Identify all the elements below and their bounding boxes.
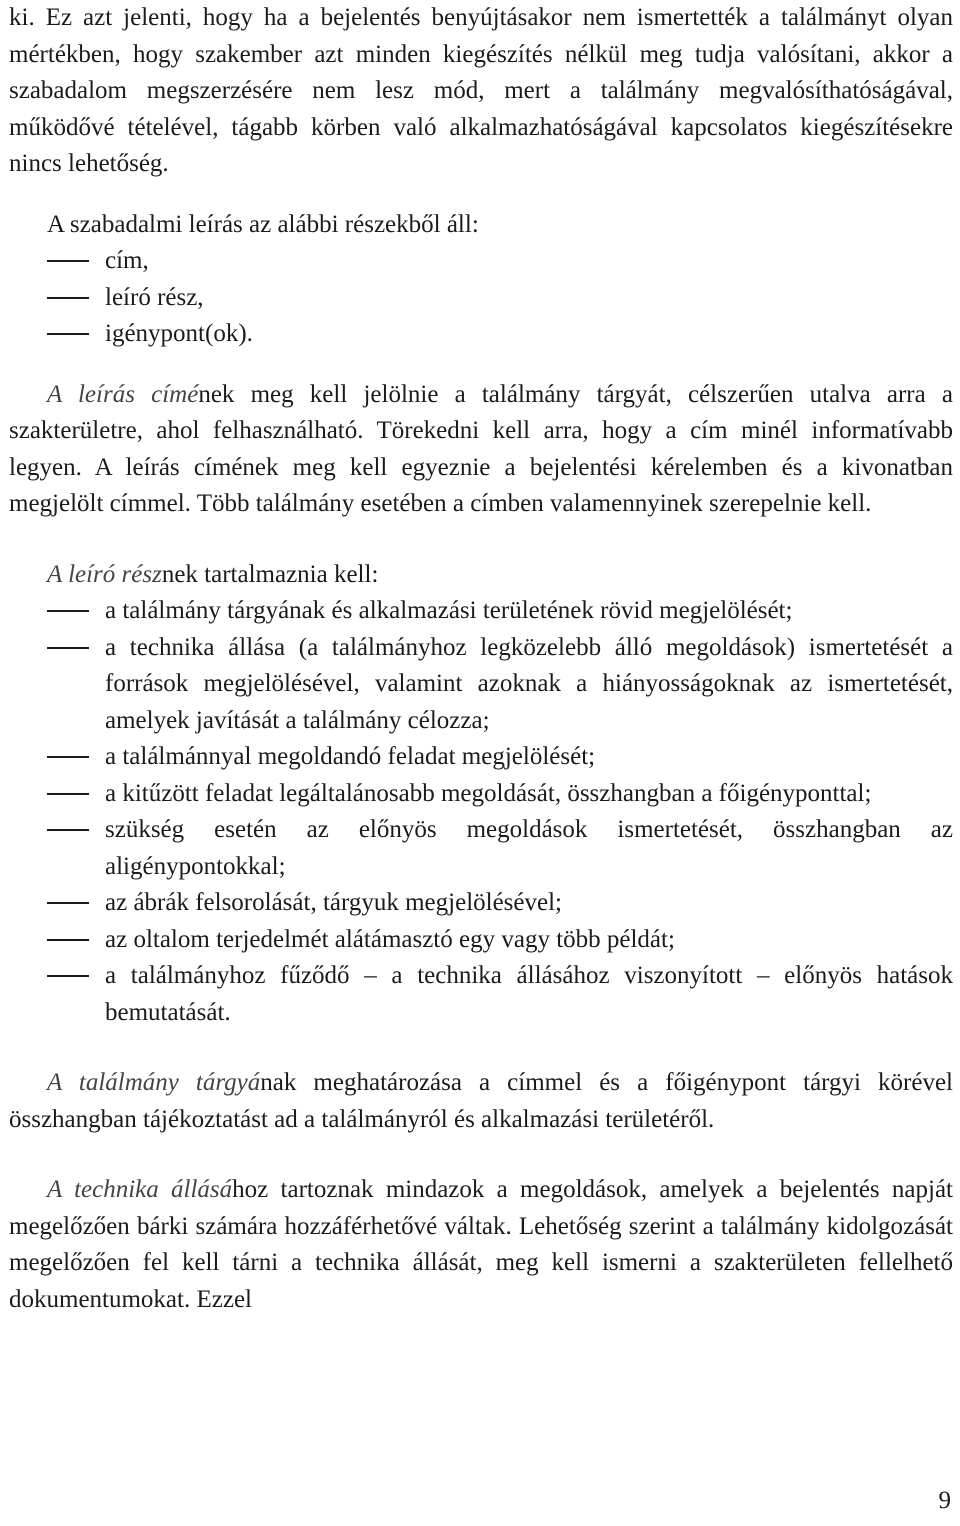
dash-bullet-icon [47, 829, 89, 831]
list-item: szükség esetén az előnyös megoldások ismertetését, összhangban az aligénypontokkal; [9, 812, 953, 885]
title-section-term: A leírás címé [47, 380, 199, 408]
list-item: leíró rész, [9, 280, 953, 317]
list-item: az oltalom terjedelmét alátámasztó egy vagy több példát; [9, 922, 953, 959]
dash-bullet-icon [47, 610, 89, 612]
title-section-paragraph: A leírás címének meg kell jelölnie a találmány tárgyát, célszerűen utalva arra a szakterületre, ahol felhasználható. Törekedni kell arra, hogy a cím minél informatívabb legyen. A leírás címének meg kell egyeznie a bejelentési kérelemben és a kivonatban megjelölt címmel. Több találmány esetében a címben valamennyinek szerepelnie kell. [9, 380, 953, 517]
list-item: a találmány tárgyának és alkalmazási területének rövid megjelölését; [9, 593, 953, 630]
list-item: a találmányhoz fűződő – a technika állásához viszonyított – előnyös hatások bemutatását. [9, 958, 953, 1031]
dash-bullet-icon [47, 647, 89, 649]
dash-bullet-icon [47, 756, 89, 758]
parts-heading: A szabadalmi leírás az alábbi részekből áll: [47, 210, 479, 238]
intro-paragraph: ki. Ez azt jelenti, hogy ha a bejelentés benyújtásakor nem ismertették a találmányt olyan mértékben, hogy szakember azt minden kiegészítés nélkül meg tudja valósítani, akkor a szabadalom megszerzésére nem lesz mód, mert a találmány megvalósíthatóságával, működővé tételével, tágabb körben való alkalmazhatóságával kapcsolatos kiegészítésekre nincs lehetőség. [9, 4, 953, 177]
state-of-art-term: A technika állásá [47, 1176, 233, 1203]
state-of-art-paragraph: A technika állásához tartoznak mindazok a megoldások, amelyek a bejelentés napját megelőzően bárki számára hozzáférhetővé váltak. Lehetőség szerint a találmány kidolgozását megelőzően fel kell tárni a technika állását, meg kell ismerni a szakterületen fellelhető dokumentumokat. Ezzel [9, 1176, 954, 1313]
subject-section-term: A találmány tárgyá [47, 1069, 261, 1096]
description-list [9, 593, 953, 1031]
dash-bullet-icon [47, 333, 89, 335]
list-item: a technika állása (a találmányhoz legközelebb álló megoldások) ismertetését a források megjelölésével, valamint azoknak a hiányosságoknak az ismertetését, amelyek javítását a találmány célozza; [9, 630, 953, 740]
dash-bullet-icon [47, 297, 89, 299]
dash-bullet-icon [47, 902, 89, 904]
description-section-heading: A leíró résznek tartalmaznia kell: [47, 560, 379, 588]
dash-bullet-icon [47, 975, 89, 977]
list-item: igénypont(ok). [9, 316, 953, 353]
parts-list [9, 243, 953, 353]
description-section-term: A leíró rész [47, 560, 162, 588]
list-item: cím, [9, 243, 953, 280]
page-number: 9 [938, 1487, 951, 1514]
subject-section-paragraph: A találmány tárgyának meghatározása a címmel és a főigénypont tárgyi körével összhangban tájékoztatást ad a találmányról és alkalmazási területéről. [9, 1069, 954, 1133]
document-page [9, 0, 953, 1318]
list-item: az ábrák felsorolását, tárgyuk megjelölésével; [9, 885, 953, 922]
dash-bullet-icon [47, 939, 89, 941]
dash-bullet-icon [47, 260, 89, 262]
dash-bullet-icon [47, 793, 89, 795]
list-item: a kitűzött feladat legáltalánosabb megoldását, összhangban a főigényponttal; [9, 776, 953, 813]
list-item: a találmánnyal megoldandó feladat megjelölését; [9, 739, 953, 776]
